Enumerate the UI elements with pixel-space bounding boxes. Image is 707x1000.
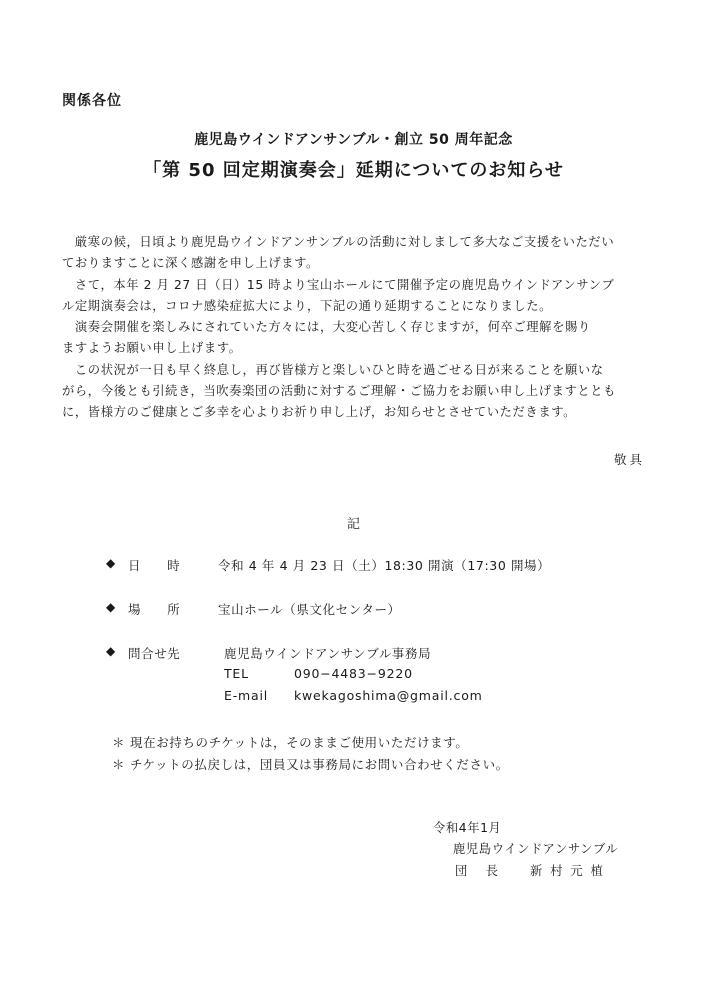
body-text [62, 232, 645, 424]
contact-value: 鹿児島ウインドアンサンブル事務局 [224, 646, 432, 661]
body-line: さて，本年 2 月 27 日（日）15 時より宝山ホールにて開催予定の鹿児島ウインドアンサンブ [62, 277, 615, 292]
document-subtitle: 鹿児島ウインドアンサンブル・創立 50 周年記念 [194, 132, 513, 148]
diamond-bullet-icon: ◆ [106, 556, 116, 570]
note-item [112, 755, 509, 773]
body-line: 厳寒の候，日頃より鹿児島ウインドアンサンブルの活動に対しまして多大なご支援をいただい [62, 235, 615, 249]
contact-tel [224, 666, 413, 681]
body-line: 演奏会開催を楽しみにされていた方々には，大変心苦しく存じますが，何卒ご理解を賜り [62, 320, 591, 335]
signature-date: 令和4年1月 [433, 821, 502, 835]
body-line: この状況が一日も早く終息し，再び皆様方と楽しいひと時を過ごせる日が来ることを願いな [62, 362, 604, 377]
diamond-bullet-icon: ◆ [106, 600, 116, 614]
tel-label: TEL [224, 666, 249, 681]
note-text: 現在お持ちのチケットは，そのままご使用いただけます。 [130, 735, 469, 750]
datetime-label: 日 時 [128, 558, 181, 573]
tel-value: 090−4483−9220 [294, 666, 413, 681]
signature-name: 新 村 元 植 [530, 864, 605, 878]
note-item [112, 733, 468, 751]
venue-label: 場 所 [128, 602, 181, 617]
body-line: に，皆様方のご健康とご多幸を心よりお祈り申し上げ，お知らせとさせていただきます。 [62, 405, 577, 420]
signature-title: 団 長 [455, 864, 501, 878]
asterisk-icon: ＊ [112, 757, 126, 772]
email-label: E-mail [224, 688, 268, 703]
body-line: がら，今後とも引続き，当吹奏楽団の活動に対するご理解・ご協力をお願い申し上げますととも [62, 384, 617, 399]
body-line: ておりますことに深く感謝を申し上げます。 [62, 256, 319, 271]
venue-value: 宝山ホール（県文化センター） [218, 602, 401, 617]
body-line: ますようお願い申し上げます。 [62, 341, 242, 356]
note-text: チケットの払戻しは，団員又は事務局にお問い合わせください。 [130, 757, 509, 772]
addressee: 関係各位 [62, 93, 122, 109]
diamond-bullet-icon: ◆ [106, 644, 116, 658]
signature-org: 鹿児島ウインドアンサンブル [453, 842, 619, 856]
body-line: ル定期演奏会は，コロナ感染症拡大により，下記の通り延期することになりました。 [62, 298, 553, 313]
ki-heading: 記 [346, 517, 360, 532]
email-value: kwekagoshima@gmail.com [294, 688, 483, 703]
closing-remark: 敬具 [613, 452, 645, 467]
contact-label: 問合せ先 [128, 646, 181, 661]
asterisk-icon: ＊ [112, 735, 126, 750]
datetime-value: 令和 4 年 4 月 23 日（土）18:30 開演（17:30 開場） [218, 558, 551, 573]
document-title: 「第 50 回定期演奏会」延期についてのお知らせ [143, 160, 564, 181]
contact-email [224, 688, 483, 703]
